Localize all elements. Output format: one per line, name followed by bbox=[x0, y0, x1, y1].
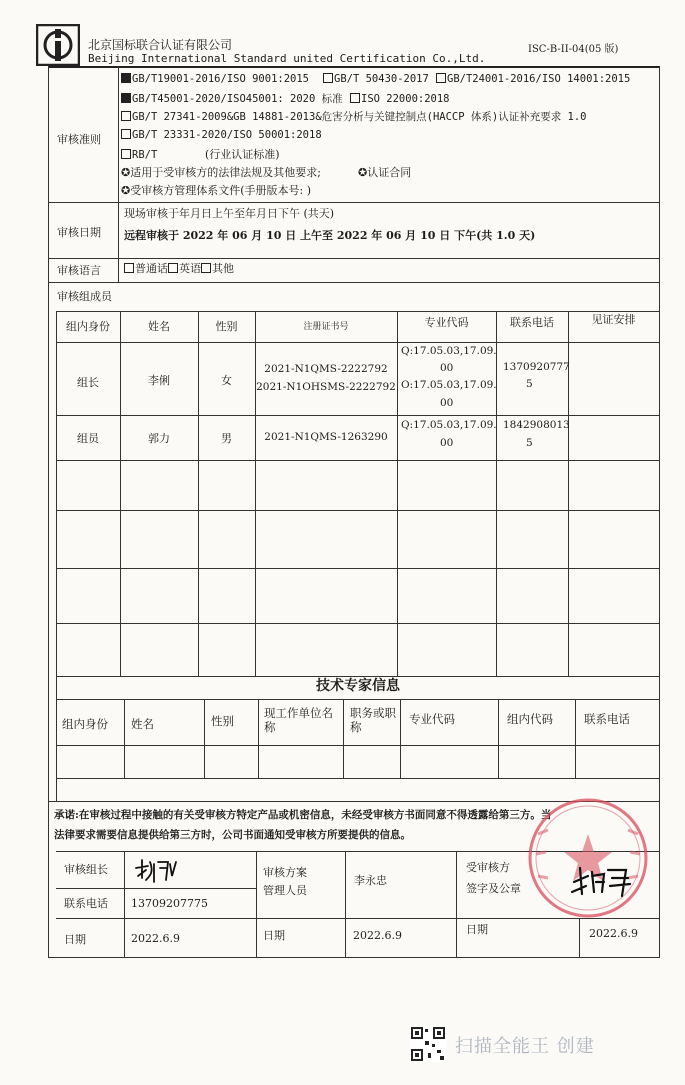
leader-signature-icon bbox=[132, 854, 180, 886]
criteria-line-8: RB/T bbox=[121, 148, 157, 162]
promise-line-1: 承诺:在审核过程中接触的有关受审核方特定产品或机密信息，未经受审核方书面同意不得透露给第三方。当 bbox=[54, 809, 552, 821]
date-value-2: 2022.6.9 bbox=[353, 929, 402, 942]
row2-gender: 男 bbox=[221, 432, 232, 445]
form-code: ISC-B-II-04(05 版) bbox=[528, 44, 619, 55]
plan-label-1: 审核方案 bbox=[263, 866, 307, 879]
checkbox-icon bbox=[168, 263, 178, 273]
checkbox-icon bbox=[323, 73, 333, 83]
row2-cert1: 2021-N1QMS-1263290 bbox=[264, 431, 388, 443]
checkbox-icon bbox=[121, 111, 131, 121]
language-options: 普通话 英语 其他 bbox=[124, 262, 234, 276]
criteria-line-7: GB/T 23331-2020/ISO 50001:2018 bbox=[121, 128, 322, 142]
col-witness: 见证安排 bbox=[591, 313, 636, 326]
criteria-label: 审核准则 bbox=[57, 133, 101, 146]
checkbox-icon bbox=[121, 149, 131, 159]
row2-phone-1: 1842908013 bbox=[503, 419, 570, 431]
exp-col-gender: 性别 bbox=[211, 714, 234, 728]
company-seal-icon bbox=[524, 794, 652, 922]
criteria-line-1: GB/T19001-2016/ISO 9001:2015 bbox=[121, 72, 309, 86]
auditee-label-1: 受审核方 bbox=[466, 861, 510, 874]
date-value: 2022.6.9 bbox=[131, 932, 180, 945]
scanner-watermark: 扫描全能王 创建 bbox=[455, 1036, 595, 1057]
date-label: 日期 bbox=[64, 933, 86, 946]
row1-name: 李俐 bbox=[148, 374, 170, 387]
row2-role: 组员 bbox=[77, 432, 99, 445]
row2-phone-2: 5 bbox=[526, 437, 533, 449]
row2-name: 郭力 bbox=[148, 432, 170, 445]
criteria-line-2: GB/T 50430-2017 bbox=[323, 72, 429, 86]
criteria-line-11: ✪认证合同 bbox=[358, 166, 412, 179]
company-logo-icon bbox=[36, 24, 80, 66]
date-label-3: 日期 bbox=[466, 923, 488, 936]
col-role: 组内身份 bbox=[66, 320, 110, 333]
promise-line-2: 法律要求需要信息提供给第三方时，公司书面通知受审核方所要提供的信息。 bbox=[54, 829, 411, 841]
row1-code-4: 00 bbox=[440, 397, 454, 409]
checkbox-icon bbox=[350, 93, 360, 103]
criteria-line-4: GB/T45001-2020/ISO45001: 2020 标准 bbox=[121, 92, 343, 106]
phone-label: 联系电话 bbox=[64, 897, 108, 910]
checkbox-icon bbox=[121, 129, 131, 139]
criteria-line-12: ✪受审核方管理体系文件(手册版本号: ) bbox=[121, 184, 312, 197]
criteria-line-6: GB/T 27341-2009&GB 14881-2013&危害分析与关键控制点(HACCP 体系)认证补充要求 1.0 bbox=[121, 110, 587, 124]
exp-col-phone: 联系电话 bbox=[584, 712, 630, 726]
col-code: 专业代码 bbox=[424, 316, 469, 329]
exp-col-title: 职务或职称 bbox=[350, 706, 396, 734]
criteria-line-5: ISO 22000:2018 bbox=[350, 92, 450, 106]
qr-code-icon bbox=[410, 1026, 446, 1062]
exp-col-name: 姓名 bbox=[131, 717, 154, 731]
row1-phone-1: 1370920777 bbox=[503, 361, 570, 373]
criteria-line-10: ✪适用于受审核方的法律法规及其他要求; bbox=[121, 166, 321, 179]
company-name-cn: 北京国标联合认证有限公司 bbox=[88, 38, 233, 52]
checkbox-checked-icon bbox=[121, 73, 131, 83]
company-name-en: Beijing International Standard united Certification Co.,Ltd. bbox=[88, 52, 486, 65]
row1-gender: 女 bbox=[221, 374, 232, 387]
plan-label-2: 管理人员 bbox=[263, 884, 307, 897]
remote-date: 远程审核于 2022 年 06 月 10 日 上午至 2022 年 06 月 10 日 下午(共 1.0 天) bbox=[124, 229, 536, 242]
experts-title: 技术专家信息 bbox=[316, 678, 400, 694]
circle-bullet-icon: ✪ bbox=[121, 166, 131, 179]
row1-code-2: 00 bbox=[440, 362, 454, 374]
phone-value: 13709207775 bbox=[131, 897, 208, 910]
plan-name: 李永忠 bbox=[354, 874, 387, 887]
exp-col-unit: 现工作单位名称 bbox=[264, 706, 333, 734]
row1-cert1: 2021-N1QMS-2222792 bbox=[264, 363, 388, 375]
col-name: 姓名 bbox=[148, 320, 170, 333]
row1-role: 组长 bbox=[77, 376, 99, 389]
date-label-2: 日期 bbox=[263, 929, 285, 942]
col-gender: 性别 bbox=[215, 320, 238, 333]
auditee-label-2: 签字及公章 bbox=[466, 882, 521, 895]
row1-phone-2: 5 bbox=[526, 378, 533, 390]
row1-cert2: 2021-N1OHSMS-2222792 bbox=[256, 381, 396, 393]
exp-col-role: 组内身份 bbox=[62, 717, 108, 731]
checkbox-icon bbox=[436, 73, 446, 83]
col-phone: 联系电话 bbox=[510, 316, 554, 329]
criteria-line-9: (行业认证标准) bbox=[205, 148, 280, 161]
exp-col-group-code: 组内代码 bbox=[507, 712, 553, 726]
circle-bullet-icon: ✪ bbox=[121, 184, 131, 197]
checkbox-checked-icon bbox=[121, 93, 131, 103]
criteria-line-3: GB/T24001-2016/ISO 14001:2015 bbox=[436, 72, 630, 86]
row2-code-2: 00 bbox=[440, 437, 454, 449]
row2-code-1: Q:17.05.03,17.09. bbox=[401, 419, 497, 431]
date-value-3: 2022.6.9 bbox=[589, 927, 638, 940]
auditee-signature-icon bbox=[568, 862, 638, 900]
exp-col-code: 专业代码 bbox=[409, 712, 455, 726]
onsite-date: 现场审核于年月日上午至年月日下午 (共天) bbox=[124, 207, 335, 220]
col-cert: 注册证书号 bbox=[303, 322, 349, 332]
circle-bullet-icon: ✪ bbox=[358, 166, 368, 179]
language-label: 审核语言 bbox=[57, 264, 101, 277]
dates-label: 审核日期 bbox=[57, 226, 101, 239]
checkbox-icon bbox=[201, 263, 211, 273]
team-label: 审核组成员 bbox=[57, 290, 112, 303]
leader-label: 审核组长 bbox=[64, 863, 108, 876]
row1-code-3: O:17.05.03,17.09. bbox=[401, 379, 497, 391]
row1-code-1: Q:17.05.03,17.09. bbox=[401, 345, 497, 357]
checkbox-icon bbox=[124, 263, 134, 273]
